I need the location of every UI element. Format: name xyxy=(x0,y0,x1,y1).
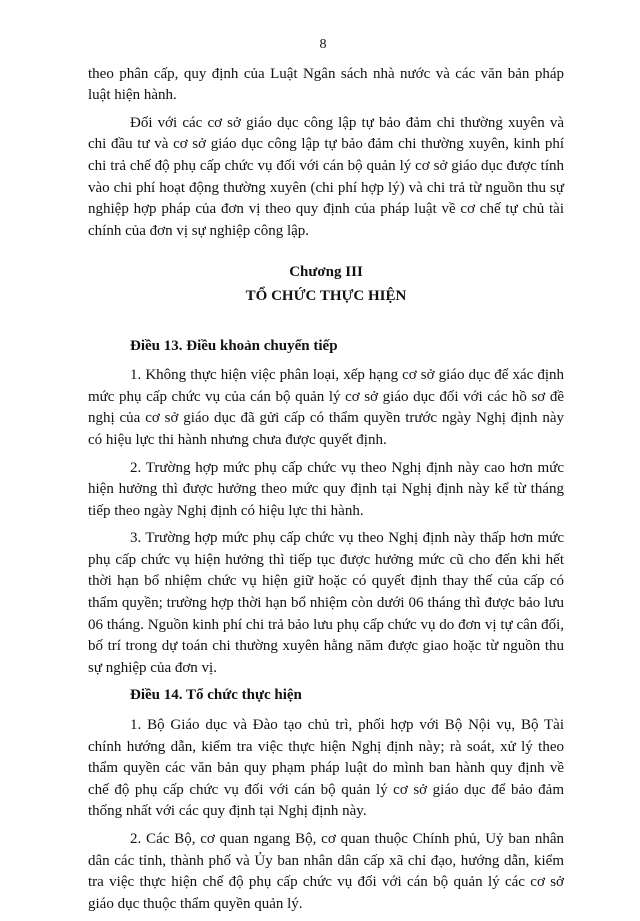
chapter-title: TỔ CHỨC THỰC HIỆN xyxy=(245,287,407,304)
document-page xyxy=(88,34,564,921)
paragraph-continuation: theo phân cấp, quy định của Luật Ngân sách nhà nước và các văn bản pháp luật hiện hành. xyxy=(88,65,564,104)
article-13-item-3: 3. Trường hợp mức phụ cấp chức vụ theo Nghị định này thấp hơn mức phụ cấp chức vụ hiện hưởng thì tiếp tục được hưởng mức cũ cho đến khi hết thời hạn bổ nhiệm chức vụ hiện giữ hoặc có quyết định thay thế của cấp có thẩm quyền; trường hợp thời hạn bổ nhiệm còn dưới 06 tháng thì được bảo lưu 06 tháng. Nguồn kinh phí chi trả bảo lưu phụ cấp chức vụ do đơn vị tự cân đối, bố trí trong dự toán chi thường xuyên hằng năm được giao hoặc từ nguồn thu sự nghiệp của đơn vị. xyxy=(88,530,564,676)
article-13-heading: Điều 13. Điều khoản chuyển tiếp xyxy=(130,337,338,354)
paragraph-funding: Đối với các cơ sở giáo dục công lập tự bảo đảm chi thường xuyên và chi đầu tư và cơ sở giáo dục công lập tự bảo đảm chi thường xuyên, kinh phí chi trả chế độ phụ cấp chức vụ đối với cán bộ quản lý cơ sở giáo dục được tính vào chi phí hoạt động thường xuyên (chi phí hợp lý) và chi trả từ nguồn thu sự nghiệp hợp pháp của đơn vị theo quy định của pháp luật về cơ chế tự chủ tài chính của đơn vị sự nghiệp công lập. xyxy=(88,114,564,239)
article-14-item-1: 1. Bộ Giáo dục và Đào tạo chủ trì, phối hợp với Bộ Nội vụ, Bộ Tài chính hướng dẫn, kiểm tra việc thực hiện Nghị định này; rà soát, xử lý theo thẩm quyền các văn bản quy phạm pháp luật do mình ban hành quy định về chế độ phụ cấp chức vụ đối với cán bộ quản lý cơ sở giáo dục để bảo đảm thống nhất với các quy định tại Nghị định này. xyxy=(88,717,564,820)
article-14-item-2: 2. Các Bộ, cơ quan ngang Bộ, cơ quan thuộc Chính phủ, Uỷ ban nhân dân các tỉnh, thành phố và Ủy ban nhân dân cấp xã chỉ đạo, hướng dẫn, kiểm tra việc thực hiện chế độ phụ cấp chức vụ đối với cán bộ quản lý các cơ sở giáo dục thuộc thẩm quyền quản lý. xyxy=(88,831,564,912)
article-13-item-2: 2. Trường hợp mức phụ cấp chức vụ theo Nghị định này cao hơn mức hiện hưởng thì được hưởng theo mức quy định tại Nghị định này kể từ tháng tiếp theo ngày Nghị định có hiệu lực thi hành. xyxy=(88,459,564,519)
article-13-item-1: 1. Không thực hiện việc phân loại, xếp hạng cơ sở giáo dục để xác định mức phụ cấp chức vụ của cán bộ quản lý cơ sở giáo dục đối với các hồ sơ đề nghị của cơ sở giáo dục đã gửi cấp có thẩm quyền trước ngày Nghị định này có hiệu lực thi hành nhưng chưa được quyết định. xyxy=(88,367,564,448)
page-number: 8 xyxy=(319,37,327,52)
article-14-heading: Điều 14. Tổ chức thực hiện xyxy=(130,687,302,704)
chapter-number: Chương III xyxy=(289,264,363,281)
